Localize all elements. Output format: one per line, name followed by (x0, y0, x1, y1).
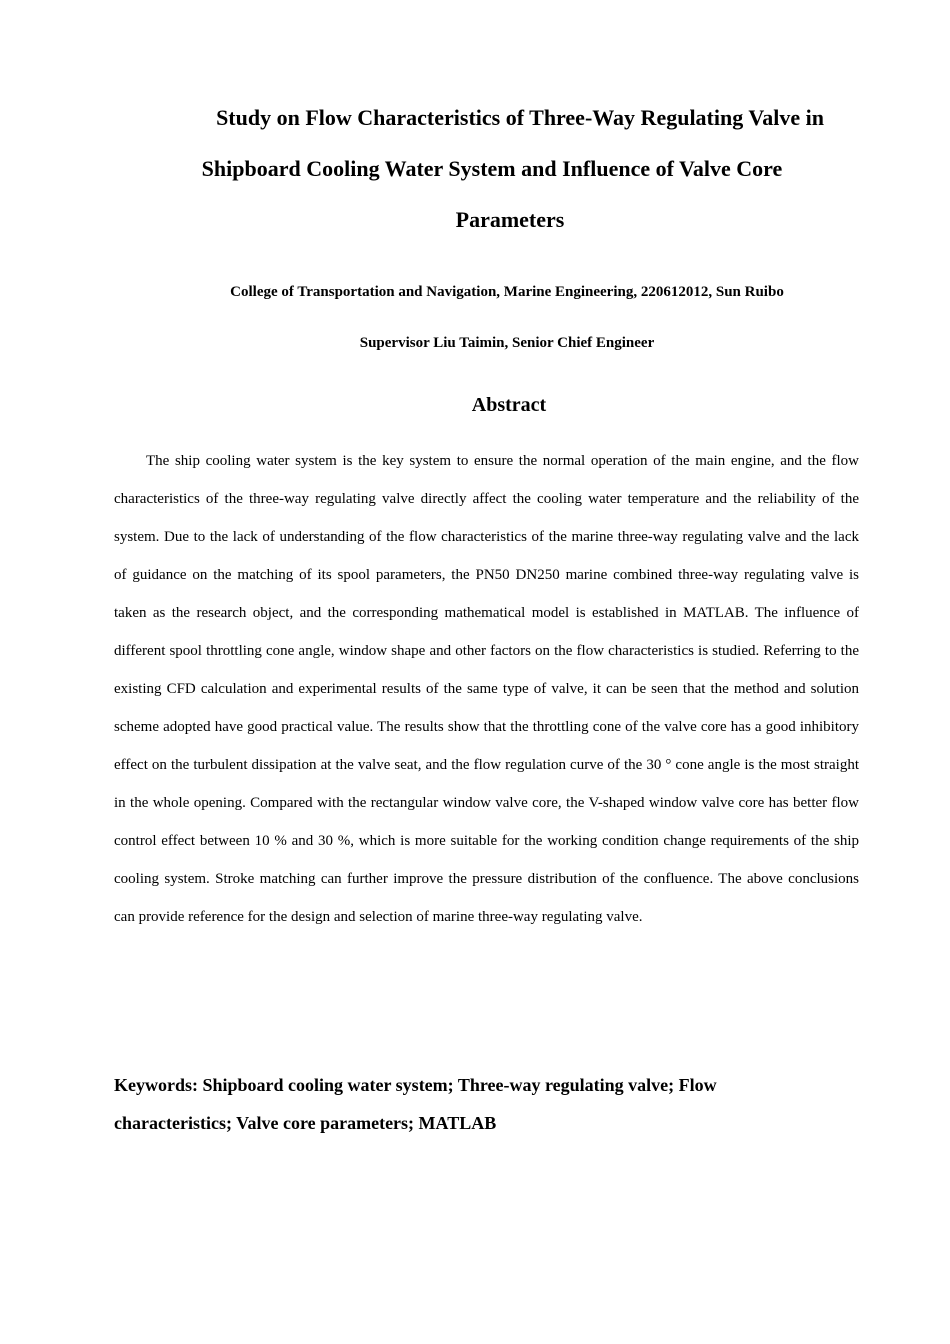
keywords: Keywords: Shipboard cooling water system; Three-way regulating valve; Flow characteristics; Valve core parameters; MATLAB (114, 1075, 717, 1133)
abstract-body: The ship cooling water system is the key system to ensure the normal operation of the main engine, and the flow characteristics of the three-way regulating valve directly affect the cooling water temperature and the reliability of the system. Due to the lack of understanding of the flow characteristics of the marine three-way regulating valve and the lack of guidance on the matching of its spool parameters, the PN50 DN250 marine combined three-way regulating valve is taken as the research object, and the corresponding mathematical model is established in MATLAB. The influence of different spool throttling cone angle, window shape and other factors on the flow characteristics is studied. Referring to the existing CFD calculation and experimental results of the same type of valve, it can be seen that the method and solution scheme adopted have good practical value. The results show that the throttling cone of the valve core has a good inhibitory effect on the turbulent dissipation at the valve seat, and the flow regulation curve of the 30 ° cone angle is the most straight in the whole opening. Compared with the rectangular window valve core, the V-shaped window valve core has better flow control effect between 10 % and 30 %, which is more suitable for the working condition change requirements of the ship cooling system. Stroke matching can further improve the pressure distribution of the confluence. The above conclusions can provide reference for the design and selection of marine three-way regulating valve. (114, 453, 859, 925)
title-line-3: Parameters (455, 207, 565, 232)
title-line-1: Study on Flow Characteristics of Three-Way Regulating Valve in (216, 105, 824, 130)
abstract-heading: Abstract (471, 394, 547, 416)
author-affiliation: College of Transportation and Navigation, Marine Engineering, 220612012, Sun Ruibo (230, 284, 784, 300)
title-line-2: Shipboard Cooling Water System and Influence of Valve Core (201, 156, 783, 181)
supervisor-line: Supervisor Liu Taimin, Senior Chief Engineer (359, 335, 655, 351)
paper-title (160, 92, 860, 245)
